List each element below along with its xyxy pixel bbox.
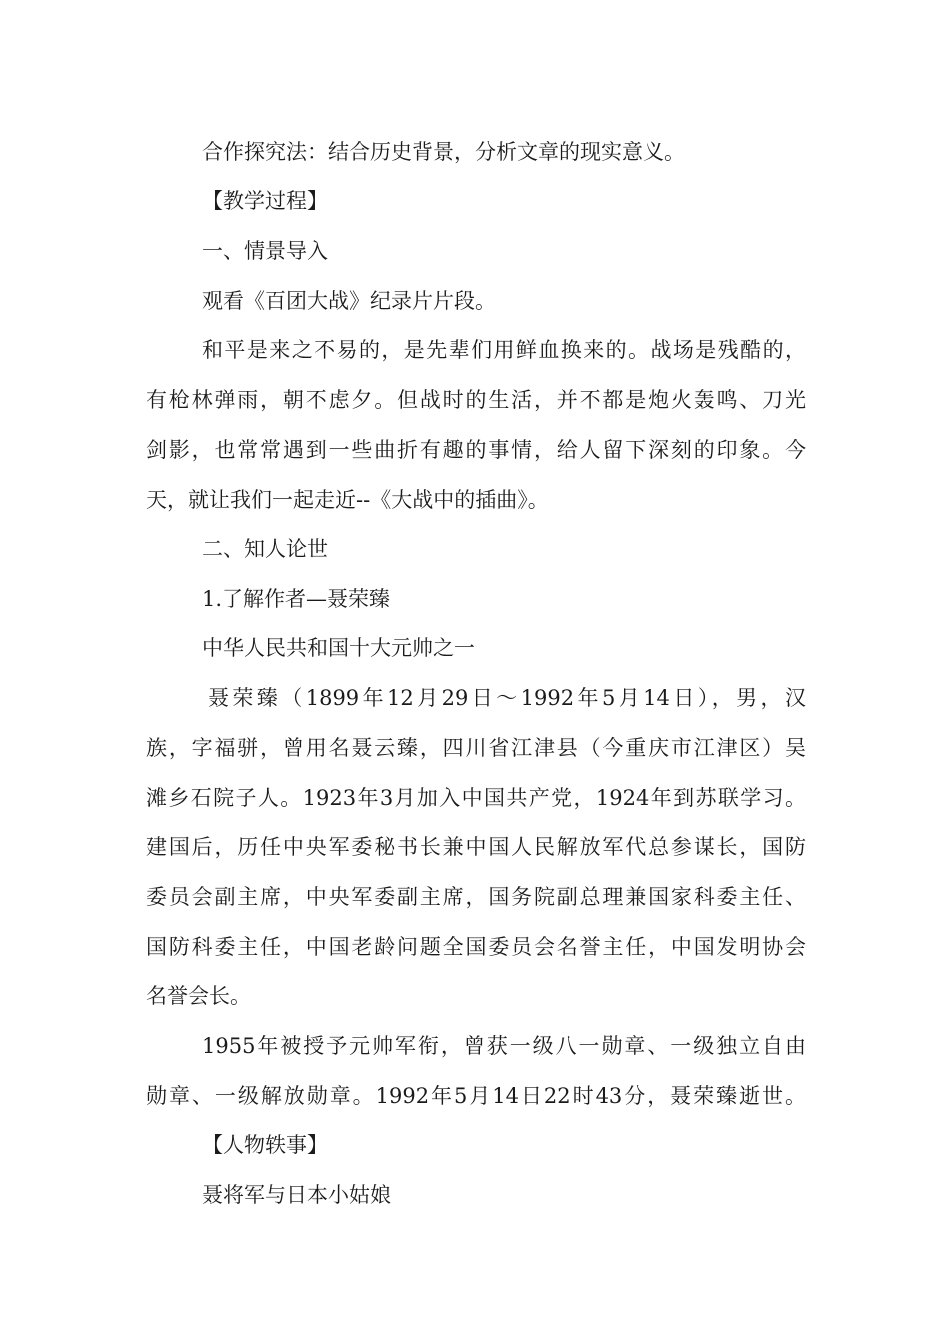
paragraph-line: 1955年被授予元帅军衔，曾获一级八一勋章、一级独立自由	[202, 1034, 806, 1058]
section-heading-intro: 一、情景导入	[202, 239, 328, 263]
paragraph-line: 中华人民共和国十大元帅之一	[202, 636, 475, 660]
paragraph-line: 和平是来之不易的，是先辈们用鲜血换来的。战场是残酷的，	[202, 338, 806, 362]
paragraph-line: 族，字福骈，曾用名聂云臻，四川省江津县（今重庆市江津区）吴	[146, 736, 806, 760]
section-heading-anecdote: 【人物轶事】	[202, 1133, 328, 1157]
section-heading-author: 二、知人论世	[202, 537, 328, 561]
paragraph-line: 名誉会长。	[146, 984, 251, 1008]
paragraph-line: 有枪林弹雨，朝不虑夕。但战时的生活，并不都是炮火轰鸣、刀光	[146, 388, 806, 412]
paragraph-line: 建国后，历任中央军委秘书长兼中国人民解放军代总参谋长，国防	[146, 835, 806, 859]
section-heading-teaching-process: 【教学过程】	[202, 189, 328, 213]
paragraph-line: 剑影，也常常遇到一些曲折有趣的事情，给人留下深刻的印象。今	[146, 438, 806, 462]
paragraph-line: 勋章、一级解放勋章。1992年5月14日22时43分，聂荣臻逝世。	[146, 1084, 806, 1108]
paragraph-line: 委员会副主席，中央军委副主席，国务院副总理兼国家科委主任、	[146, 885, 806, 909]
paragraph-line: 滩乡石院子人。1923年3月加入中国共产党，1924年到苏联学习。	[146, 786, 806, 810]
paragraph-line: 天，就让我们一起走近--《大战中的插曲》。	[146, 488, 549, 512]
method-line: 合作探究法：结合历史背景，分析文章的现实意义。	[202, 140, 685, 164]
paragraph-line: 观看《百团大战》纪录片片段。	[202, 289, 496, 313]
paragraph-line: 国防科委主任，中国老龄问题全国委员会名誉主任，中国发明协会	[146, 935, 806, 959]
subheading-author: 1.了解作者—聂荣臻	[202, 587, 391, 611]
paragraph-line: 聂荣臻（1899年12月29日～1992年5月14日），男，汉	[208, 686, 806, 710]
paragraph-line: 聂将军与日本小姑娘	[202, 1183, 391, 1207]
